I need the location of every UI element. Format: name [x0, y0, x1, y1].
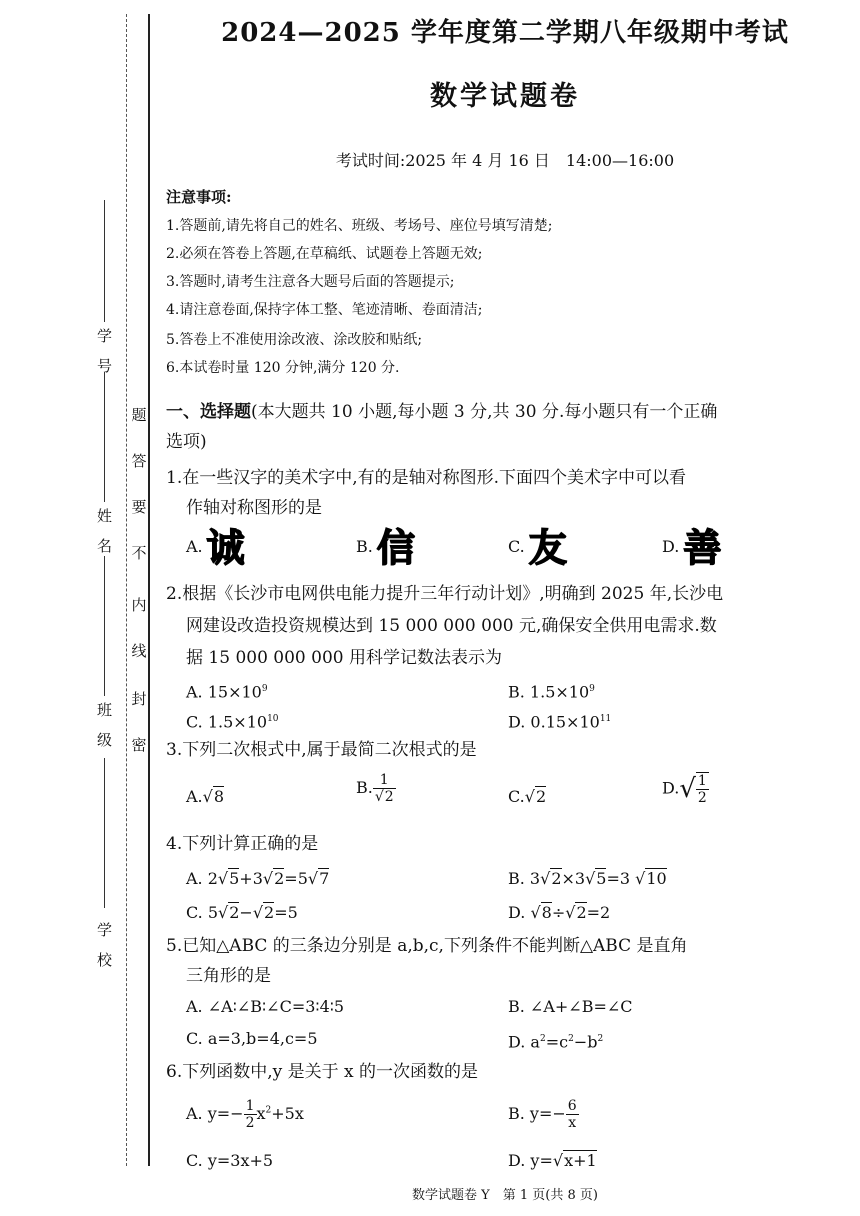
banji-line [104, 556, 105, 696]
seal-char: 题 [131, 406, 147, 424]
q5-stem-1: 5.已知△ABC 的三条边分别是 a,b,c,下列条件不能判断△ABC 是直角 [166, 936, 688, 956]
q3-option-b: B. $\frac{1}{√2}$ [356, 772, 394, 805]
seal-char: 内 [131, 596, 147, 614]
notice-item: 1.答题前,请先将自己的姓名、班级、考场号、座位号填写清楚; [166, 218, 553, 234]
char-image-xin: 信 [376, 525, 415, 570]
seal-char: 不 [131, 544, 147, 562]
exam-title: 2024—2025 学年度第二学期八年级期中考试 [221, 18, 789, 48]
q5-option-b: B. ∠A+∠B=∠C [508, 997, 633, 1016]
q5-option-c: C. a=3,b=4,c=5 [186, 1029, 318, 1048]
notice-item: 6.本试卷时量 120 分钟,满分 120 分. [166, 360, 400, 376]
q2-option-a: A. $15\times 10^9$ [186, 682, 268, 702]
q1-option-a: A. 诚 [186, 525, 245, 570]
seal-char: 线 [131, 642, 147, 660]
q3-option-c: C.√2 [508, 787, 547, 806]
q1-option-b: B. 信 [356, 525, 415, 570]
section-desc: (本大题共 10 小题,每小题 3 分,共 30 分.每小题只有一个正确 [251, 402, 718, 422]
notice-item: 4.请注意卷面,保持字体工整、笔迹清晰、卷面清洁; [166, 302, 483, 318]
q5-option-d: D. $a^2=c^2-b^2$ [508, 1032, 604, 1052]
q6-stem: 6.下列函数中,y 是关于 x 的一次函数的是 [166, 1062, 479, 1082]
q6-option-d: D. y=√x+1 [508, 1151, 597, 1170]
q5-stem-2: 三角形的是 [186, 966, 271, 986]
seal-char: 要 [131, 498, 147, 516]
q4-stem: 4.下列计算正确的是 [166, 834, 319, 854]
q1-stem-2: 作轴对称图形的是 [186, 498, 322, 518]
banji-label: 班 级 [95, 702, 113, 747]
char-image-shan: 善 [683, 525, 722, 570]
q2-option-d: D. $0.15\times 10^{11}$ [508, 712, 612, 732]
section-desc-2: 选项) [166, 432, 207, 452]
xuehao-line [104, 200, 105, 322]
q3-stem: 3.下列二次根式中,属于最简二次根式的是 [166, 740, 477, 760]
q1-option-d: D. 善 [662, 525, 722, 570]
exam-time: 考试时间:2025 年 4 月 16 日 14:00—16:00 [335, 151, 675, 170]
q4-option-d: D. √8÷√2=2 [508, 903, 611, 922]
xuexiao-line [104, 758, 105, 908]
q1-option-c: C. 友 [508, 525, 567, 570]
xingming-label: 姓 名 [95, 508, 113, 553]
notice-item: 5.答卷上不准使用涂改液、涂改胶和贴纸; [166, 332, 423, 348]
q2-stem-2: 网建设改造投资规模达到 15 000 000 000 元,确保安全供用电需求.数 [186, 616, 717, 636]
seal-char: 密 [131, 736, 147, 754]
q2-stem-3: 据 15 000 000 000 用科学记数法表示为 [186, 648, 502, 668]
q3-option-a: A.√8 [186, 787, 225, 806]
q6-option-c: C. y=3x+5 [186, 1151, 274, 1170]
notice-item: 3.答题时,请考生注意各大题号后面的答题提示; [166, 274, 455, 290]
seal-char: 封 [131, 690, 147, 708]
q3-option-d: D.√ $\frac{1}{2}$ [662, 773, 707, 806]
q4-option-c: C. 5√2−√2=5 [186, 903, 298, 922]
notice-heading: 注意事项: [166, 188, 232, 206]
paper-title: 数学试题卷 [430, 81, 580, 112]
xingming-line [104, 372, 105, 502]
q2-option-b: B. $1.5\times 10^9$ [508, 682, 595, 702]
seal-dashed-line [126, 14, 127, 1166]
q4-option-b: B. 3√2×3√5=3 √10 [508, 869, 667, 888]
q6-option-b: B. y=− $\frac{6}{x}$ [508, 1098, 577, 1131]
page-footer: 数学试题卷 Y 第 1 页(共 8 页) [412, 1188, 598, 1203]
xuexiao-label: 学 校 [95, 922, 113, 967]
margin-solid-line [148, 14, 150, 1166]
notice-item: 2.必须在答卷上答题,在草稿纸、试题卷上答题无效; [166, 246, 483, 262]
char-image-you: 友 [528, 525, 567, 570]
q6-option-a: A. y=− $\frac{1}{2}$ $x^2+5x$ [186, 1098, 304, 1131]
q5-option-a: A. ∠A∶∠B∶∠C=3∶4∶5 [186, 997, 345, 1016]
q2-option-c: C. $1.5\times 10^{10}$ [186, 712, 279, 732]
xuehao-label: 学 号 [95, 328, 113, 373]
q1-stem-1: 1.在一些汉字的美术字中,有的是轴对称图形.下面四个美术字中可以看 [166, 468, 687, 488]
q2-stem-1: 2.根据《长沙市电网供电能力提升三年行动计划》,明确到 2025 年,长沙电 [166, 584, 724, 604]
seal-char: 答 [131, 452, 147, 470]
q4-option-a: A. 2√5+3√2=5√7 [186, 869, 330, 888]
char-image-cheng: 诚 [206, 525, 245, 570]
section-title: 一、选择题 [166, 402, 251, 422]
section-heading [166, 400, 717, 424]
